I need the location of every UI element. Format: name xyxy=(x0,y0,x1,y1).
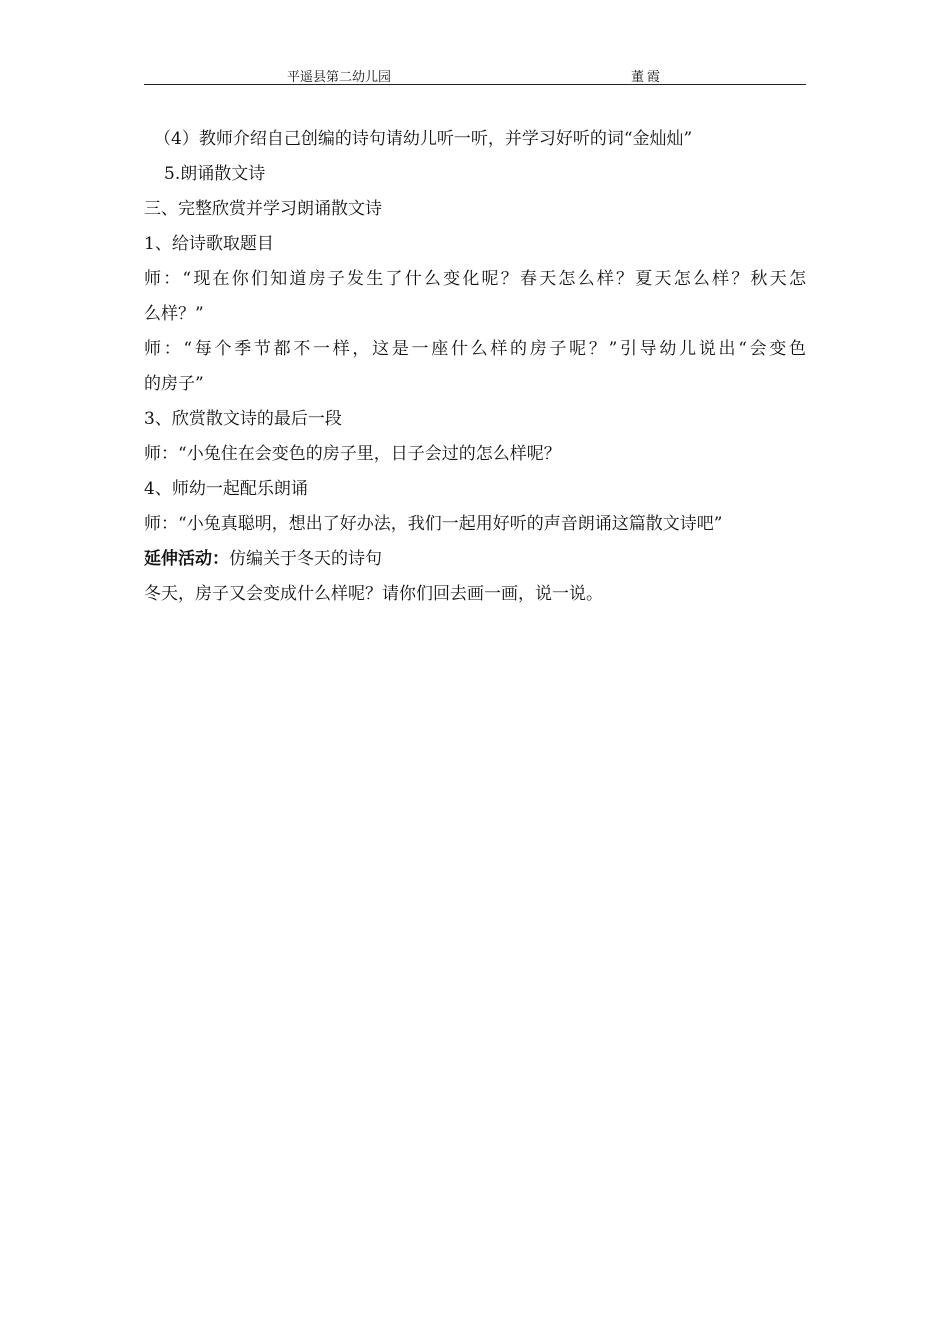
paragraph-line: 么样？” xyxy=(144,304,204,324)
extension-text: 仿编关于冬天的诗句 xyxy=(229,549,382,569)
paragraph-line: 师：“小兔住在会变色的房子里，日子会过的怎么样呢？ xyxy=(144,444,561,464)
paragraph-line: 冬天，房子又会变成什么样呢？请你们回去画一画，说一说。 xyxy=(144,584,603,604)
section-heading: 三、完整欣赏并学习朗诵散文诗 xyxy=(144,199,382,219)
paragraph-line: 5.朗诵散文诗 xyxy=(164,164,266,184)
step-heading: 1、给诗歌取题目 xyxy=(144,234,274,254)
page-header xyxy=(144,64,806,85)
step-heading: 3、欣赏散文诗的最后一段 xyxy=(144,409,342,429)
extension-label: 延伸活动： xyxy=(144,549,229,569)
paragraph-line: 师：“小兔真聪明，想出了好办法，我们一起用好听的声音朗诵这篇散文诗吧” xyxy=(144,514,723,534)
header-school: 平遥县第二幼儿园 xyxy=(287,70,392,85)
paragraph-line: 师：“现在你们知道房子发生了什么变化呢？春天怎么样？夏天怎么样？秋天怎 xyxy=(144,269,806,289)
header-author: 董霞 xyxy=(631,70,664,85)
step-heading: 4、师幼一起配乐朗诵 xyxy=(144,479,308,499)
paragraph-line: 的房子” xyxy=(144,374,204,394)
document-body xyxy=(144,122,812,612)
paragraph-line: （4）教师介绍自己创编的诗句请幼儿听一听，并学习好听的词“金灿灿” xyxy=(154,129,693,149)
paragraph-line: 师：“每个季节都不一样，这是一座什么样的房子呢？”引导幼儿说出“会变色 xyxy=(144,339,806,359)
extension-activity xyxy=(144,542,812,577)
